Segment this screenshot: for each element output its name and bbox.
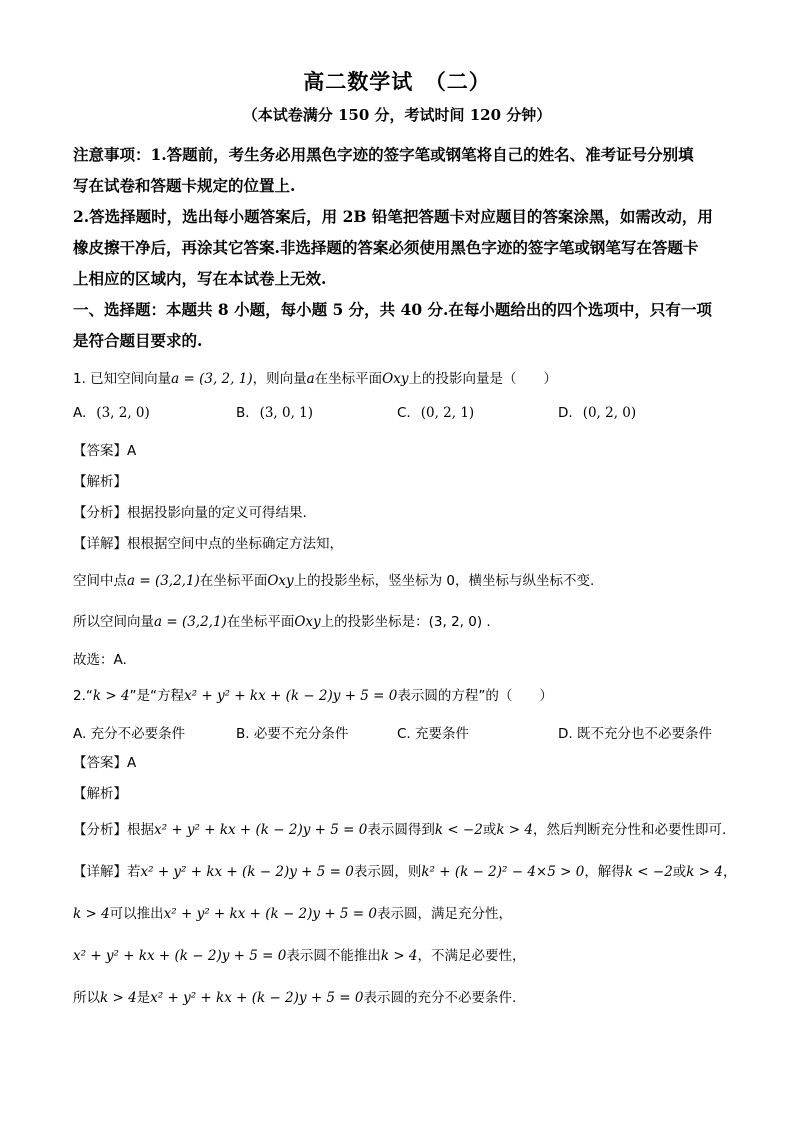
q2-answer: 【答案】A: [73, 755, 137, 771]
notice-line-4: 橡皮擦干净后，再涂其它答案.非选择题的答案必须使用黑色字迹的签字笔或钢笔写在答题卡: [73, 238, 699, 257]
q2-solution-line-4: 所以k > 4是x² + y² + kx + (k − 2)y + 5 = 0表示圆的充分不必要条件.: [73, 990, 517, 1006]
q1-xiangjie: 【详解】根根据空间中点的坐标确定方法知，: [73, 536, 343, 552]
q1-option-a: A. (3, 2, 0): [73, 405, 150, 421]
q1-fenxi: 【分析】根据投影向量的定义可得结果.: [73, 505, 307, 521]
q1-option-b: B. (3, 0, 1): [236, 405, 314, 421]
q2-analysis-heading: 【解析】: [73, 786, 127, 802]
page-title: 高二数学试 （二）: [303, 69, 491, 94]
q2-option-a: A. 充分不必要条件: [73, 726, 186, 742]
notice-line-3: 2.答选择题时，选出每小题答案后，用 2B 铅笔把答题卡对应题目的答案涂黑，如需改动，用: [73, 207, 713, 226]
q2-fenxi: 【分析】根据x² + y² + kx + (k − 2)y + 5 = 0表示圆得到k < −2或k > 4，然后判断充分性和必要性即可.: [73, 822, 727, 838]
question-2-stem: 2.“k > 4”是“方程x² + y² + kx + (k − 2)y + 5 = 0表示圆的方程”的（ ）: [73, 688, 553, 704]
q1-option-c: C. (0, 2, 1): [397, 405, 475, 421]
q2-option-d: D. 既不充分也不必要条件: [558, 726, 712, 742]
q1-choose: 故选：A.: [73, 652, 127, 668]
section-heading-line-2: 是符合题目要求的.: [73, 331, 203, 350]
q2-xiangjie: 【详解】若x² + y² + kx + (k − 2)y + 5 = 0表示圆，则k² + (k − 2)² − 4×5 > 0，解得k < −2或k > 4，: [73, 864, 737, 880]
q2-option-c: C. 充要条件: [397, 726, 470, 742]
notice-line-2: 写在试卷和答题卡规定的位置上.: [73, 176, 296, 195]
page-subtitle: （本试卷满分 150 分，考试时间 120 分钟）: [242, 106, 552, 124]
q1-solution-line-2: 所以空间向量a = (3,2,1)在坐标平面Oxy上的投影坐标是：(3, 2, 0) .: [73, 614, 491, 630]
vector-a-definition: a = (3, 2, 1): [171, 371, 253, 387]
q1-answer: 【答案】A: [73, 443, 137, 459]
q1-solution-line-1: 空间中点a = (3,2,1)在坐标平面Oxy上的投影坐标，竖坐标为 0，横坐标与纵坐标不变.: [73, 573, 595, 589]
q2-option-b: B. 必要不充分条件: [236, 726, 349, 742]
notice-line-5: 上相应的区域内，写在本试卷上无效.: [73, 269, 327, 288]
question-1-stem: 1. 已知空间向量a = (3, 2, 1)，则向量a在坐标平面Oxy上的投影向量是（ ）: [73, 371, 557, 387]
q2-solution-line-2: k > 4可以推出x² + y² + kx + (k − 2)y + 5 = 0表示圆，满足充分性，: [73, 906, 513, 922]
q1-analysis-heading: 【解析】: [73, 474, 127, 490]
section-heading-line-1: 一、选择题：本题共 8 小题，每小题 5 分，共 40 分.在每小题给出的四个选项中，只有一项: [73, 300, 712, 319]
notice-line-1: 注意事项：1.答题前，考生务必用黑色字迹的签字笔或钢笔将自己的姓名、准考证号分别填: [73, 145, 694, 164]
q2-solution-line-3: x² + y² + kx + (k − 2)y + 5 = 0表示圆不能推出k > 4，不满足必要性，: [73, 948, 526, 964]
q1-option-d: D. (0, 2, 0): [558, 405, 637, 421]
